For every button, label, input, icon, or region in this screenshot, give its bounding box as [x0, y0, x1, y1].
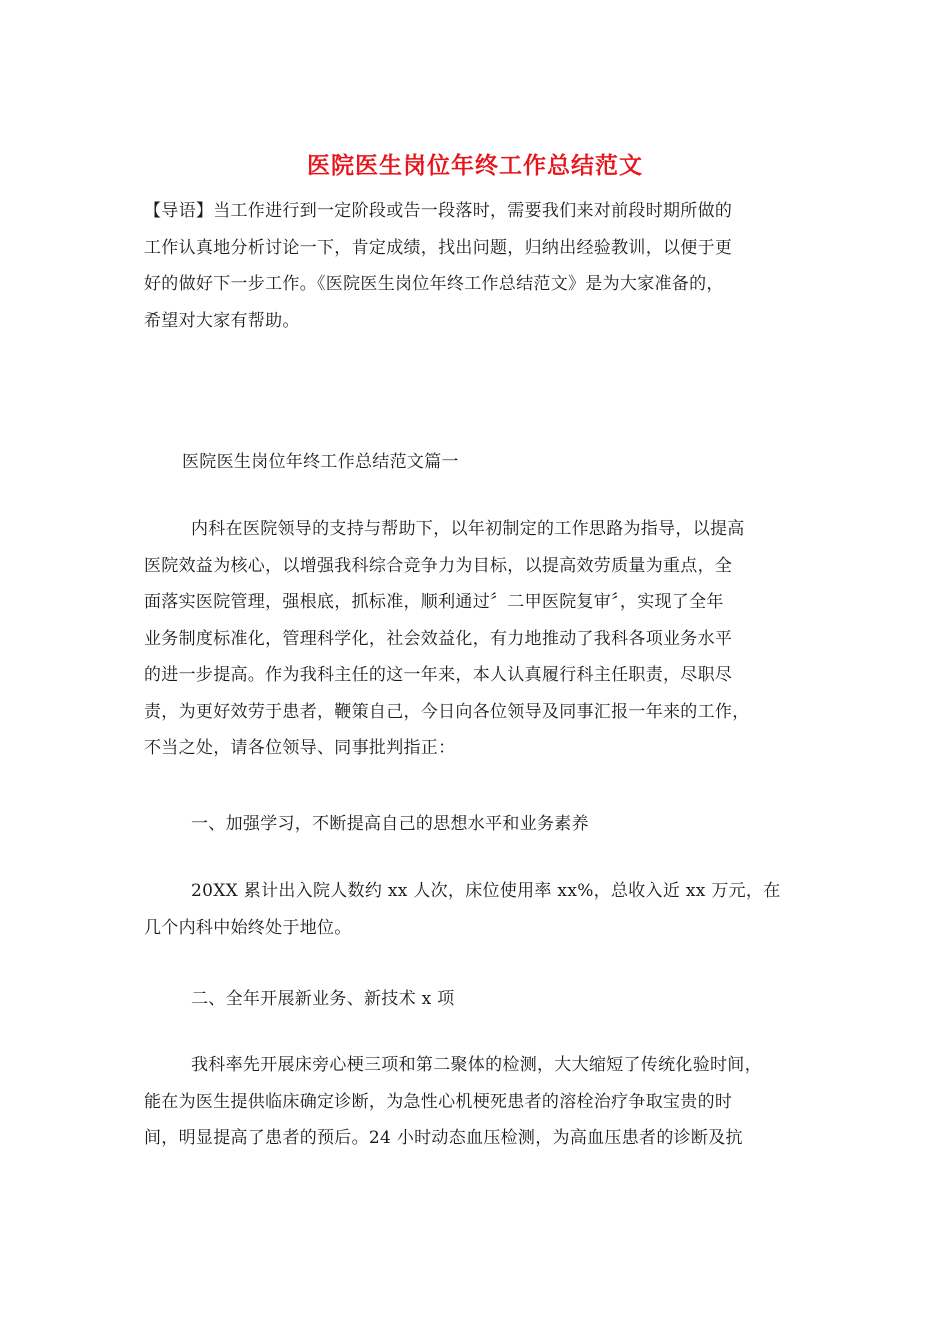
paragraph-line: 面落实医院管理，强根底，抓标准，顺利通过〞二甲医院复审〞，实现了全年 [144, 592, 724, 612]
paragraph-line: 间，明显提高了患者的预后。24 小时动态血压检测，为高血压患者的诊断及抗 [144, 1128, 743, 1148]
heading-1: 一、加强学习，不断提高自己的思想水平和业务素养 [191, 814, 589, 834]
intro-line: 好的做好下一步工作。《医院医生岗位年终工作总结范文》是为大家准备的， [144, 274, 724, 294]
document-title: 医院医生岗位年终工作总结范文 [307, 152, 643, 179]
paragraph-line: 不当之处，请各位领导、同事批判指正： [144, 738, 456, 758]
paragraph-1 [144, 511, 804, 767]
paragraph-line: 的进一步提高。作为我科主任的这一年来，本人认真履行科主任职责，尽职尽 [144, 665, 733, 685]
paragraph-line: 几个内科中始终处于地位。 [144, 917, 352, 938]
intro-line: 工作认真地分析讨论一下，肯定成绩，找出问题，归纳出经验教训，以便于更 [144, 237, 733, 258]
intro-line: 希望对大家有帮助。 [144, 310, 300, 331]
paragraph-line: 责，为更好效劳于患者，鞭策自己，今日向各位领导及同事汇报一年来的工作， [144, 701, 750, 722]
heading-1-block [144, 806, 804, 843]
heading-2: 二、全年开展新业务、新技术 x 项 [191, 989, 455, 1009]
heading-2-block [144, 981, 804, 1018]
paragraph-line: 能在为医生提供临床确定诊断，为急性心机梗死患者的溶栓治疗争取宝贵的时 [144, 1091, 733, 1112]
intro-line: 【导语】当工作进行到一定阶段或告一段落时，需要我们来对前段时期所做的 [144, 201, 733, 221]
section-heading-block [144, 444, 804, 481]
paragraph-line: 20XX 累计出入院人数约 xx 人次，床位使用率 xx%，总收入近 xx 万元，在 [191, 881, 781, 901]
paragraph-line: 医院效益为核心，以增强我科综合竞争力为目标，以提高效劳质量为重点，全 [144, 555, 733, 576]
paragraph-line: 内科在医院领导的支持与帮助下，以年初制定的工作思路为指导，以提高 [191, 519, 745, 539]
paragraph-3 [144, 1047, 804, 1157]
paragraph-line: 我科率先开展床旁心梗三项和第二聚体的检测，大大缩短了传统化验时间， [191, 1055, 762, 1075]
intro-paragraph [144, 193, 804, 339]
paragraph-2 [144, 873, 804, 946]
paragraph-line: 业务制度标准化，管理科学化，社会效益化，有力地推动了我科各项业务水平 [144, 628, 733, 649]
section-heading: 医院医生岗位年终工作总结范文篇一 [182, 452, 459, 472]
